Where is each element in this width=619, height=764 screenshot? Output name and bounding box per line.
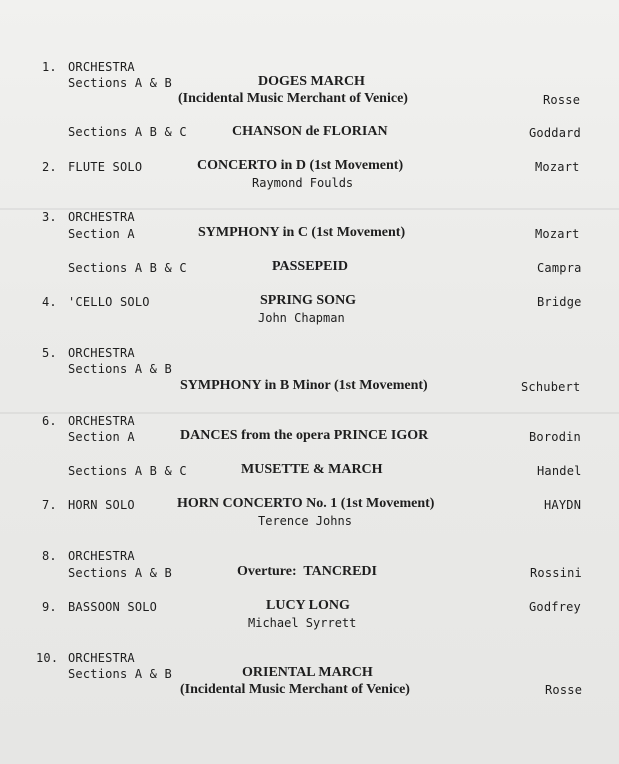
entry-number: 10.: [36, 651, 59, 665]
piece-title: SYMPHONY in C (1st Movement): [198, 225, 406, 240]
entry-performer: ORCHESTRA: [68, 210, 135, 224]
composer: Campra: [537, 261, 582, 275]
composer: Rossini: [530, 566, 582, 580]
entry-section: Sections A & B: [68, 566, 172, 580]
composer: Goddard: [529, 126, 581, 140]
composer: Schubert: [521, 380, 581, 394]
composer: Godfrey: [529, 600, 581, 614]
composer: Mozart: [535, 160, 580, 174]
composer: Rosse: [543, 93, 581, 107]
entry-section: Sections A B & C: [68, 464, 187, 478]
entry-number: 7.: [42, 498, 57, 512]
piece-title: PASSEPEID: [272, 259, 348, 274]
entry-section: Sections A & B: [68, 362, 172, 376]
piece-title: LUCY LONG: [266, 598, 350, 613]
entry-performer: FLUTE SOLO: [68, 160, 143, 174]
entry-section: Section A: [68, 227, 135, 241]
piece-subtitle: (Incidental Music Merchant of Venice): [180, 682, 410, 697]
entry-number: 9.: [42, 600, 57, 614]
piece-title: MUSETTE & MARCH: [241, 462, 383, 477]
piece-title: CHANSON de FLORIAN: [232, 124, 388, 139]
piece-title: Overture: TANCREDI: [237, 564, 377, 579]
entry-number: 8.: [42, 549, 57, 563]
composer: Bridge: [537, 295, 582, 309]
piece-title: CONCERTO in D (1st Movement): [197, 158, 404, 173]
entry-number: 3.: [42, 210, 57, 224]
entry-performer: ORCHESTRA: [68, 346, 135, 360]
entry-performer: ORCHESTRA: [68, 60, 135, 74]
piece-title: SYMPHONY in B Minor (1st Movement): [180, 378, 428, 393]
entry-section: Sections A & B: [68, 76, 172, 90]
entry-number: 5.: [42, 346, 57, 360]
piece-title: DOGES MARCH: [258, 74, 365, 89]
entry-performer: BASSOON SOLO: [68, 600, 158, 614]
entry-performer: 'CELLO SOLO: [68, 295, 150, 309]
piece-title: ORIENTAL MARCH: [242, 665, 373, 680]
entry-section: Sections A B & C: [68, 125, 187, 139]
composer: Borodin: [529, 430, 581, 444]
entry-section: Sections A B & C: [68, 261, 187, 275]
composer: Handel: [537, 464, 582, 478]
composer: HAYDN: [544, 498, 582, 512]
soloist-name: John Chapman: [258, 311, 345, 325]
entry-performer: ORCHESTRA: [68, 414, 135, 428]
composer: Mozart: [535, 227, 580, 241]
entry-section: Section A: [68, 430, 135, 444]
entry-section: Sections A & B: [68, 667, 172, 681]
piece-title: HORN CONCERTO No. 1 (1st Movement): [177, 496, 435, 511]
piece-title: DANCES from the opera PRINCE IGOR: [180, 428, 429, 443]
composer: Rosse: [545, 683, 583, 697]
entry-performer: ORCHESTRA: [68, 549, 135, 563]
soloist-name: Raymond Foulds: [252, 176, 354, 190]
piece-subtitle: (Incidental Music Merchant of Venice): [178, 91, 408, 106]
entry-number: 1.: [42, 60, 57, 74]
entry-number: 4.: [42, 295, 57, 309]
entry-number: 2.: [42, 160, 57, 174]
entry-number: 6.: [42, 414, 57, 428]
entry-performer: HORN SOLO: [68, 498, 135, 512]
piece-title: SPRING SONG: [260, 293, 357, 308]
soloist-name: Michael Syrrett: [248, 616, 357, 630]
soloist-name: Terence Johns: [258, 514, 352, 528]
entry-performer: ORCHESTRA: [68, 651, 135, 665]
